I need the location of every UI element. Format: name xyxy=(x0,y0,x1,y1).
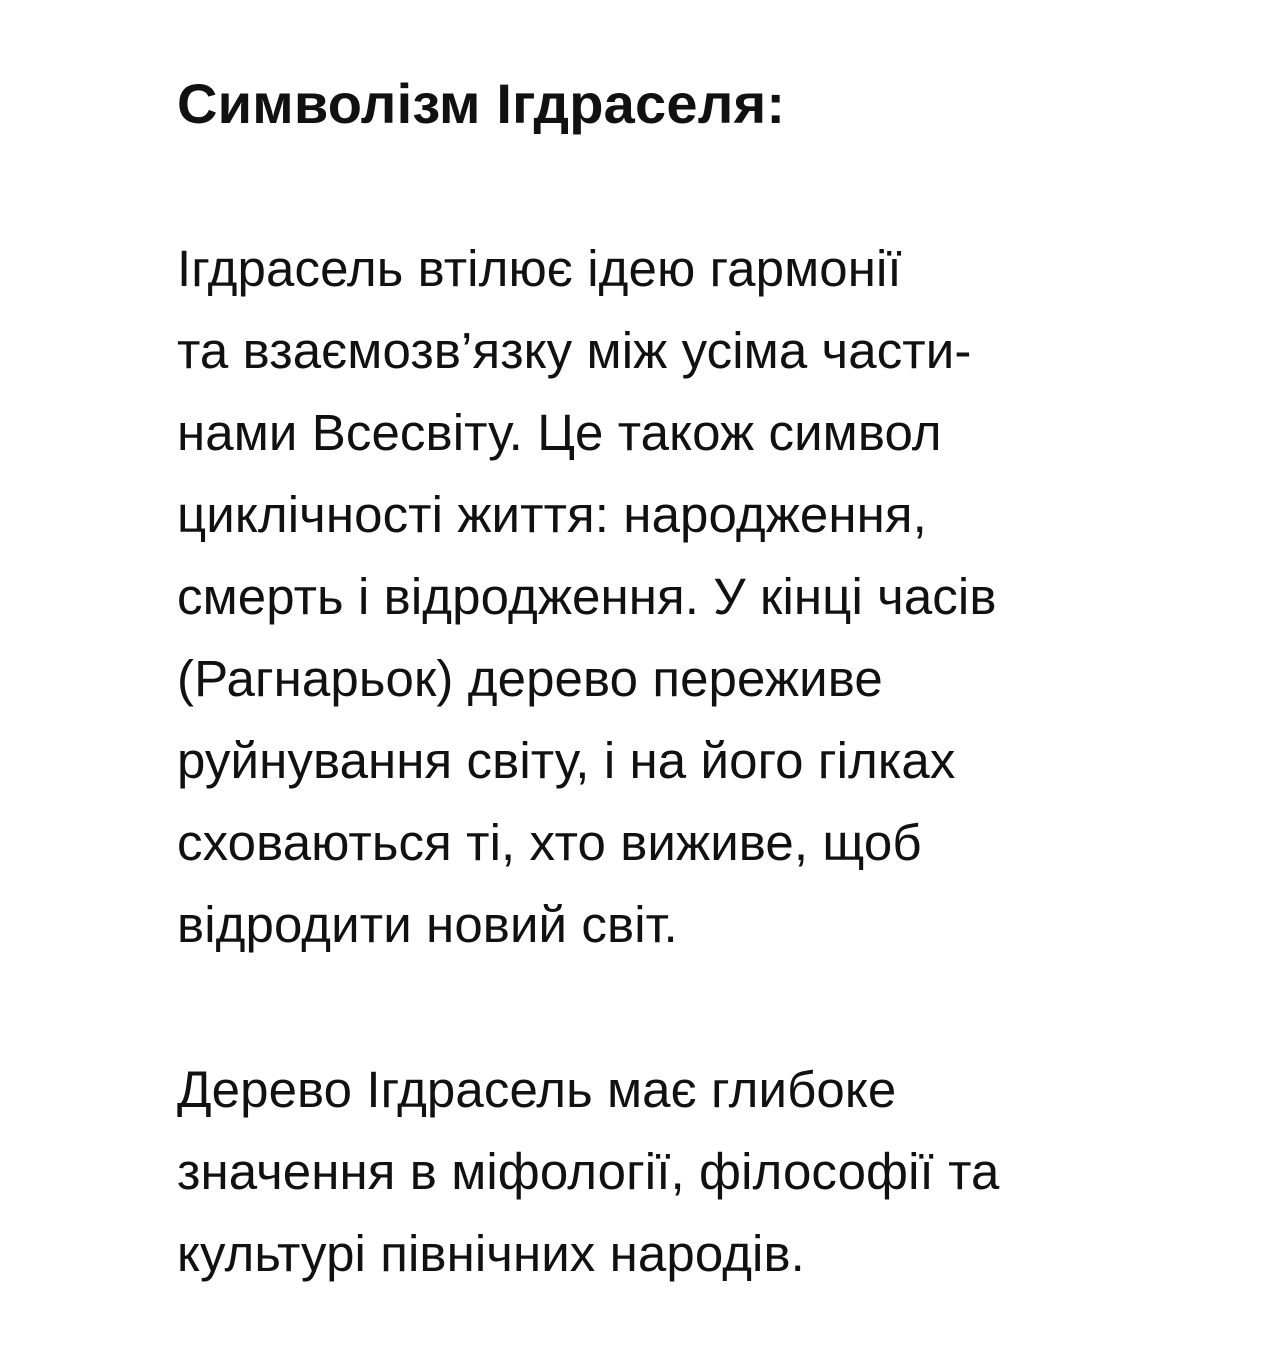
paragraph-line: та взаємозв’язку між усіма части- xyxy=(177,322,972,379)
paragraph-significance xyxy=(177,1049,1237,1295)
section-title: Символізм Ігдраселя: xyxy=(177,72,786,135)
paragraph-line: відродити новий світ. xyxy=(177,896,678,953)
paragraph-line: культурі північних народів. xyxy=(177,1225,805,1282)
paragraph-line: (Рагнарьок) дерево переживе xyxy=(177,650,883,707)
paragraph-line: нами Всесвіту. Це також символ xyxy=(177,404,942,461)
paragraph-line: сховаються ті, хто виживе, щоб xyxy=(177,814,922,871)
paragraph-line: циклічності життя: народження, xyxy=(177,486,927,543)
paragraph-line: Дерево Ігдрасель має глибоке xyxy=(177,1061,897,1118)
paragraph-symbolism xyxy=(177,228,1237,966)
paragraph-line: руйнування світу, і на його гілках xyxy=(177,732,956,789)
paragraph-line: значення в міфології, філософії та xyxy=(177,1143,1000,1200)
paragraph-line: смерть і відродження. У кінці часів xyxy=(177,568,997,625)
paragraph-line: Ігдрасель втілює ідею гармонії xyxy=(177,240,902,297)
article-content xyxy=(177,62,1237,1295)
